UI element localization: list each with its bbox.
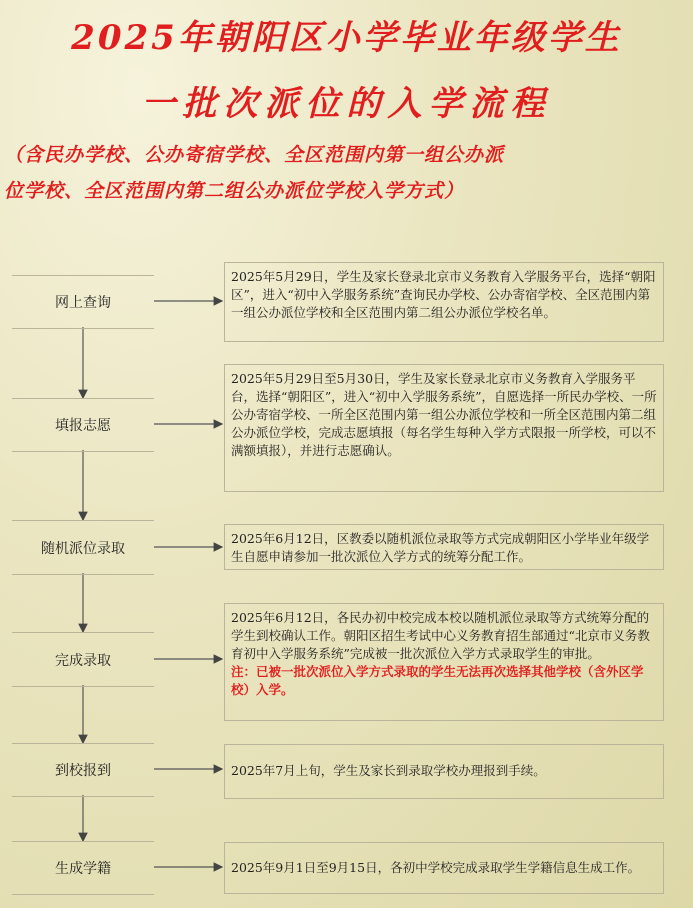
- step-description: [224, 524, 664, 570]
- step-description: [224, 603, 664, 721]
- step-label: 网上查询: [55, 295, 111, 311]
- step-label: 填报志愿: [55, 418, 111, 434]
- step-label: 完成录取: [55, 652, 111, 669]
- step-online-query: [12, 275, 154, 329]
- subtitle-line2: 位学校、全区范围内第二组公办派位学校入学方式）: [4, 180, 465, 202]
- page-title-line1: 2025年朝阳区小学毕业年级学生: [71, 18, 622, 58]
- step-description-text: 2025年5月29日至5月30日，学生及家长登录北京市义务教育入学服务平台，选择“朝阳区”，进入“初中入学服务系统”，自愿选择一所民办学校、一所公办寄宿学校、一所全区范围内第一组公办派位学校和一所全区范围内第二组公办派位学校，完成志愿填报（每名学生每种入学方式限报一所学校，可以不满额填报），并进行志愿确认。: [231, 371, 657, 458]
- step-description-text: 2025年9月1日至9月15日，各初中学校完成录取学生学籍信息生成工作。: [231, 860, 641, 875]
- step-fill-preferences: [12, 398, 154, 452]
- step-description-text: 2025年6月12日，区教委以随机派位录取等方式完成朝阳区小学毕业年级学生自愿申请参加一批次派位入学方式的统筹分配工作。: [231, 531, 650, 564]
- page-title-line2: 一批次派位的入学流程: [141, 84, 552, 124]
- step-random-allocation: [12, 520, 154, 575]
- step-description-text: 2025年5月29日，学生及家长登录北京市义务教育入学服务平台，选择“朝阳区”，进入“初中入学服务系统”查询民办学校、公办寄宿学校、全区范围内第一组公办派位学校和全区范围内第二组公办派位学校名单。: [231, 269, 656, 320]
- step-description-text: 2025年7月上旬，学生及家长到录取学校办理报到手续。: [231, 763, 546, 778]
- step-label: 生成学籍: [55, 861, 111, 877]
- step-description: [224, 364, 664, 492]
- step-description: [224, 842, 664, 894]
- admission-note: 注：已被一批次派位入学方式录取的学生无法再次选择其他学校（含外区学校）入学。: [231, 664, 644, 697]
- step-label: 到校报到: [55, 763, 111, 779]
- step-description: [224, 744, 664, 799]
- step-description-text: 2025年6月12日，各民办初中校完成本校以随机派位录取等方式统筹分配的学生到校确认工作。朝阳区招生考试中心义务教育招生部通过“北京市义务教育初中入学服务系统”完成被一批次派位入学方式录取学生的审批。: [231, 610, 650, 661]
- step-complete-admission: [12, 632, 154, 687]
- step-student-record: [12, 841, 154, 895]
- step-school-report: [12, 743, 154, 797]
- subtitle-line1: （含民办学校、公办寄宿学校、全区范围内第一组公办派: [4, 144, 505, 166]
- step-description: [224, 262, 664, 342]
- step-label: 随机派位录取: [41, 540, 125, 557]
